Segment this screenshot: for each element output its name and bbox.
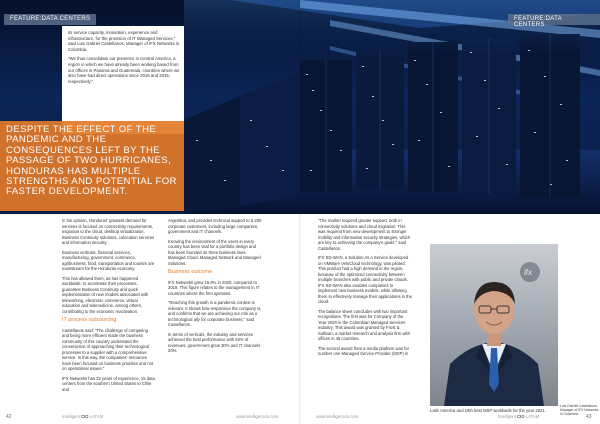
footer-brand [62,414,103,419]
body-paragraph: "Reaching this growth in a pandemic context is relevant. It shows how responsive the company is, and confirms that we are achieving our role as a technological ally for corporate business," said Castellanos. [168,300,262,327]
body-paragraph: The second award from a media platform was for number one Managed Service Provider (MSP) in [318,345,410,356]
intro-panel [62,26,184,134]
article-column-2 [168,218,262,358]
intro-paragraph: "We thus consolidate our presence in Central America, a region in which we have already been working based from our offices in Panama and Guatemala, countries where we also have had direct operations since 2016 and 2015, respectively." [68,56,180,84]
body-paragraph: The balance sheet concludes with two important recognitions. The first was for Company of the Year 2020 in the Colombian Managed Services Industry. This award was granted by Frost & Sullivan, a market research and analysis firm with offices in 45 countries. [318,308,410,341]
footer-url[interactable]: www.intelligentcio.com [316,414,359,419]
page-number: 43 [586,414,592,420]
brand-word: LATAM [525,414,540,419]
footer-url[interactable]: www.intelligentcio.com [236,414,279,419]
brand-word: CIO [81,414,89,419]
footer-right [300,410,600,424]
footer-left [0,410,300,424]
portrait-photo [430,244,558,406]
body-paragraph: This has allowed them, as has happened worldwide, to accelerate their processes, guarantee Business Continuity and quick implementation of new models associated with teleworking, electronic commerce, virtual education and telemedicine, among others, contributing to the economic reactivation. [62,275,149,314]
section-tag-right: FEATURE:DATA CENTERS [508,14,600,25]
portrait-caption: Luis Gabriel Castellanos, Manager of IFX Networks in Colombia [560,404,599,417]
section-tag-left: FEATURE:DATA CENTERS [4,14,96,25]
brand-word: CIO [517,414,525,419]
body-paragraph: IFX Networks has 22 years of experience, 15 data centers from the southern United States to Chile and [62,375,155,392]
intro-paragraph: its service capacity, innovation, experience and infrastructure, for the provision of IT Managed Services," said Luis Gabriel Castellanos, Manager of IFX Networks in Colombia. [68,30,180,52]
article-column-1 [62,218,156,396]
subheading: IT process outsourcing [62,317,117,323]
brand-word: Intelligent [62,414,80,419]
pull-quote-text: DESPITE THE EFFECT OF THE PANDEMIC AND THE CONSEQUENCES LEFT BY THE PASSAGE OF TWO HURRICANES, HONDURAS HAS MULTIPLE STRENGTHS AND POTENTIAL FOR FASTER DEVELOPMENT. [6,124,177,198]
article-column-3 [318,218,412,361]
body-paragraph: IFX Networks grew 15.6% in 2020, compared to 2019. This figure relates to the management in IT countries where the firm operates. [168,279,260,296]
body-paragraph: Castellanos said: "The challenge of competing and being more efficient made the business community of this country understand the convenience of approaching their technological processes to a supplier with a comprehensive service. In this way, the companies' resources have been focused on business priorities and not on operational issues." [62,327,154,371]
body-paragraph: Business verticals, financial services, manufacturing, government, commerce, agribusiness, food, transportation and tourism are mainstream for the Honduras economy. [62,249,155,271]
page-number: 42 [6,414,12,420]
brand-word: Intelligent [498,414,516,419]
spread-gutter [299,0,301,424]
body-paragraph: In terms of verticals, the industry and services achieved the best performance with 50% of revenues; government grew 30% and IT channels 20%. [168,331,261,353]
footer-brand [498,414,539,419]
portrait-illustration [430,244,558,406]
caption-continuation: Latin America and 19th best MSP worldwide for the year 2021. [430,408,546,413]
brand-word: LATAM [89,414,104,419]
body-paragraph: Knowing the environment of the users in every country has been vital for a portfolio design and has been founded on three business lines: Managed Cloud, Managed Network and Managed Solutions. [168,238,261,266]
svg-text:ifx: ifx [524,268,532,277]
subheading: Business outcome [168,269,213,275]
body-paragraph: In his opinion, Honduras' greatest demand for services is focused on connectivity requirements, migration to the cloud, desktop virtualization, Business Continuity solutions, colocation services and information security. [62,218,155,245]
body-paragraph: Argentina, and provides technical support to 5,200 corporate customers, including large companies, government and IT channels. [168,218,262,234]
body-paragraph: IFX SD-WAN, a Solution As A Service developed on VMWare VeloCloud technology, was piloted. This product had a high demand in the region, because of the optimized connectivity between multiple branches with public and private clouds. IFX SD-WAN also enables companies to implement new business models, while allowing them to effectively manage their applications in the cloud. [318,255,412,304]
pull-quote [0,121,184,211]
body-paragraph: "The market required greater support, both in connectivity solutions and cloud migration. This was required from new development to stronger mobility and information security strategies, which are key to achieving the company's goals," said Castellanos. [318,218,411,251]
